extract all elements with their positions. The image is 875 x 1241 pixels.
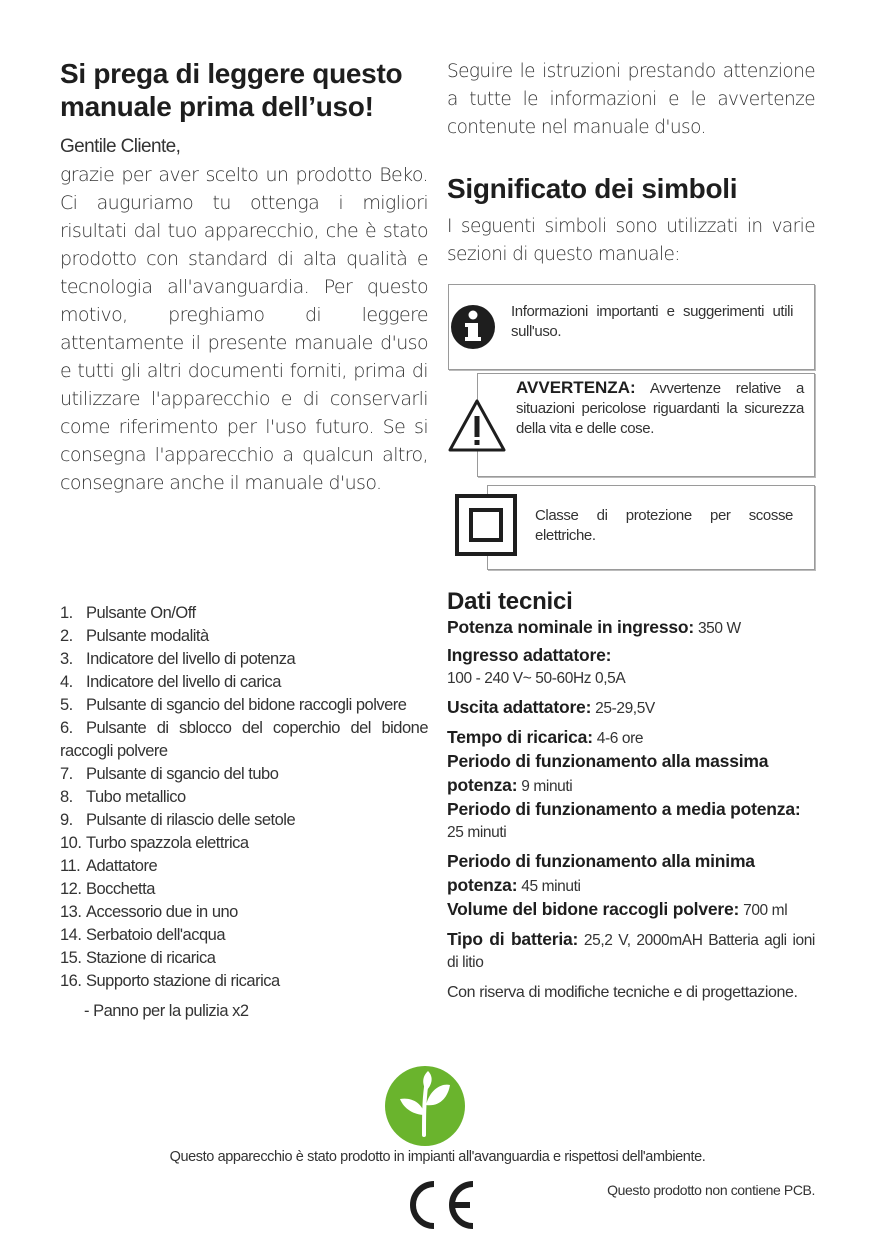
list-item (60, 717, 428, 763)
spec-value: 9 minuti (521, 778, 573, 795)
protection-class-box (487, 485, 815, 570)
list-item-label: Turbo spazzola elettrica (86, 834, 249, 852)
list-item-label: Pulsante di sblocco del coperchio del bidone raccogli polvere (60, 719, 428, 760)
eco-text: Questo apparecchio è stato prodotto in impianti all'avanguardia e rispettosi dell'ambiente. (169, 1149, 706, 1165)
list-item-number: 10. (60, 834, 82, 852)
instructions-section (447, 58, 815, 142)
list-item (60, 763, 428, 786)
spec-value: 25 minuti (447, 824, 507, 841)
spec-value: 350 W (697, 620, 741, 637)
spec-row (447, 696, 815, 720)
spec-label: Tempo di ricarica: (447, 727, 593, 747)
list-item-label: Bocchetta (86, 880, 155, 898)
protection-class-text: Classe di protezione per scosse elettriche. (535, 507, 793, 544)
spec-value: 100 - 240 V~ 50-60Hz 0,5A (447, 670, 626, 687)
list-item-label: Pulsante di rilascio delle setole (86, 811, 296, 829)
warning-label: AVVERTENZA: (516, 378, 636, 397)
spec-label: Volume del bidone raccogli polvere: (447, 899, 740, 919)
tech-title: Dati tecnici (447, 588, 573, 615)
spec-label: Periodo di funzionamento alla minima potenza: (447, 851, 755, 895)
spec-list (447, 616, 815, 974)
double-square-icon (455, 494, 517, 556)
list-item-label: Pulsante di sgancio del tubo (86, 765, 279, 783)
list-item-number: 9. (60, 811, 73, 829)
list-item (60, 970, 428, 993)
intro-section (60, 57, 428, 497)
warning-text: Avvertenze relative a situazioni pericolose riguardanti la sicurezza della vita e delle cose. (516, 380, 804, 437)
list-item-label: Pulsante modalità (86, 627, 209, 645)
spec-value: 700 ml (743, 902, 788, 919)
list-item-number: 5. (60, 696, 73, 714)
list-item (60, 786, 428, 809)
list-item (60, 855, 428, 878)
list-item (60, 694, 428, 717)
list-item (60, 947, 428, 970)
list-item (60, 671, 428, 694)
spec-label: Uscita adattatore: (447, 697, 592, 717)
list-item-label: Indicatore del livello di carica (86, 673, 281, 691)
list-item (60, 809, 428, 832)
list-item-label: Serbatoio dell'acqua (86, 926, 226, 944)
list-item-number: 8. (60, 788, 73, 806)
list-item (60, 878, 428, 901)
spec-label: Tipo di batteria: (447, 929, 579, 949)
warning-icon (447, 398, 507, 454)
list-item-label: Adattatore (86, 857, 158, 875)
info-text: Informazioni importanti e suggerimenti utili sull'uso. (511, 303, 793, 340)
spec-row (447, 644, 815, 690)
spec-row (447, 898, 815, 922)
list-item-number: 13. (60, 903, 82, 921)
list-item-number: 3. (60, 650, 73, 668)
symbols-section (447, 172, 815, 269)
page-title: Si prega di leggere questo manuale prima dell’uso! (60, 58, 403, 122)
list-item-number: 12. (60, 880, 82, 898)
spec-row (447, 798, 815, 844)
list-item (60, 924, 428, 947)
list-item-label: Indicatore del livello di potenza (86, 650, 296, 668)
list-item-number: 7. (60, 765, 73, 783)
warning-box (477, 373, 815, 477)
pcb-text: Questo prodotto non contiene PCB. (607, 1182, 815, 1198)
spec-label: Periodo di funzionamento alla massima potenza: (447, 751, 769, 795)
warning-content (516, 378, 804, 439)
list-item (60, 832, 428, 855)
list-item (60, 648, 428, 671)
info-icon (449, 303, 497, 351)
instructions-paragraph: Seguire le istruzioni prestando attenzione a tutte le informazioni e le avvertenze contenute nel manuale d'uso. (447, 61, 815, 138)
list-item-number: 15. (60, 949, 82, 967)
spec-row (447, 750, 815, 798)
list-item-number: 16. (60, 972, 82, 990)
list-item-number: 4. (60, 673, 73, 691)
list-item (60, 625, 428, 648)
parts-list (60, 602, 428, 993)
list-item-number: 1. (60, 604, 73, 622)
spec-row (447, 928, 815, 974)
list-item-number: 14. (60, 926, 82, 944)
list-item-label: Stazione di ricarica (86, 949, 216, 967)
list-item-number: 2. (60, 627, 73, 645)
list-item-number: 11. (60, 857, 81, 875)
list-item (60, 602, 428, 625)
list-item-label: Pulsante On/Off (86, 604, 196, 622)
intro-paragraph: grazie per aver scelto un prodotto Beko. Ci auguriamo tu ottenga i migliori risultati dal tuo apparecchio, che è stato prodotto con standard di alta qualità e tecnologia all'avanguardia. Per questo motivo, preghiamo di leggere attentamente il presente manuale d'uso e tutti gli altri documenti forniti, prima di utilizzare l'apparecchio e di conservarli come riferimento per l'uso futuro. Se si consegna l'apparecchio a qualcun altro, consegnare anche il manuale d'uso. (60, 164, 428, 494)
spec-label: Ingresso adattatore: (447, 645, 612, 665)
symbols-intro: I seguenti simboli sono utilizzati in varie sezioni di questo manuale: (447, 216, 815, 265)
spec-label: Periodo di funzionamento a media potenza: (447, 799, 801, 819)
spec-row (447, 616, 815, 640)
parts-extra: - Panno per la pulizia x2 (84, 1002, 249, 1020)
eco-leaf-icon (384, 1065, 466, 1147)
tech-disclaimer: Con riserva di modifiche tecniche e di progettazione. (447, 984, 798, 1001)
list-item-label: Accessorio due in uno (86, 903, 238, 921)
tech-section (447, 588, 815, 1004)
spec-value: 25-29,5V (595, 700, 655, 717)
list-item-number: 6. (60, 719, 73, 737)
list-item (60, 901, 428, 924)
list-item-label: Pulsante di sgancio del bidone raccogli polvere (86, 696, 407, 714)
symbols-title: Significato dei simboli (447, 173, 738, 204)
spec-value: 45 minuti (521, 878, 581, 895)
spec-label: Potenza nominale in ingresso: (447, 617, 695, 637)
spec-value: 25,2 V, 2000mAH Batteria agli ioni di litio (447, 932, 815, 971)
ce-mark-icon (400, 1178, 478, 1232)
list-item-label: Supporto stazione di ricarica (86, 972, 280, 990)
info-box (448, 284, 815, 370)
spec-row (447, 726, 815, 750)
list-item-label: Tubo metallico (86, 788, 186, 806)
parts-section (60, 602, 428, 1023)
greeting: Gentile Cliente, (60, 136, 181, 157)
spec-row (447, 850, 815, 898)
spec-value: 4-6 ore (596, 730, 644, 747)
